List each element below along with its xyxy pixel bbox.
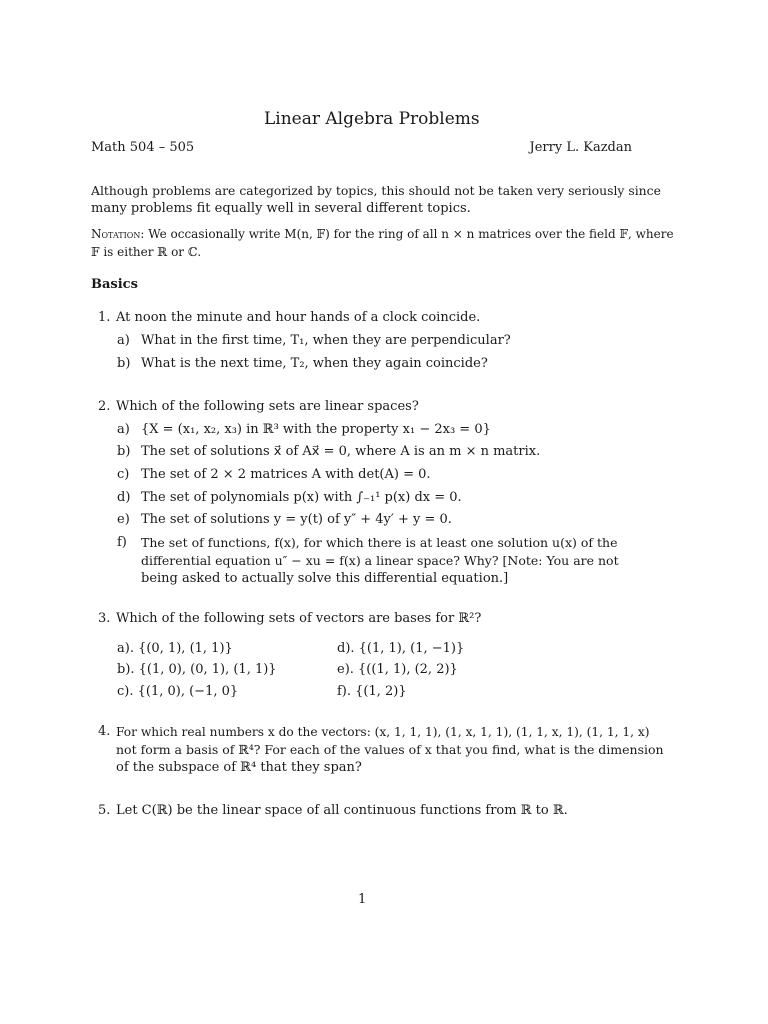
page-number: 1 <box>358 892 367 907</box>
problem-number: 1. <box>98 310 111 325</box>
problem-text: Which of the following sets are linear spaces? <box>116 399 419 414</box>
item-text: The set of 2 × 2 matrices A with det(A) = 0. <box>141 467 431 482</box>
problem-number: 2. <box>98 399 111 414</box>
item-text: The set of solutions x⃗ of Ax⃗ = 0, where A is an m × n matrix. <box>141 444 541 459</box>
basis-option: e). {((1, 1), (2, 2)} <box>337 662 458 677</box>
item-text: The set of functions, f(x), for which there is at least one solution u(x) of the <box>141 535 618 550</box>
item-label: f) <box>117 535 127 550</box>
problem-text: For which real numbers x do the vectors: (x, 1, 1, 1), (1, x, 1, 1), (1, 1, x, 1), (1, 1, 1, x) <box>116 725 650 739</box>
item-label: c) <box>117 467 130 482</box>
problem-text: of the subspace of ℝ⁴ that they span? <box>116 760 362 775</box>
author-name: Jerry L. Kazdan <box>529 140 632 155</box>
basis-option: d). {(1, 1), (1, −1)} <box>337 641 465 656</box>
problem-number: 5. <box>98 803 111 818</box>
basis-option: f). {(1, 2)} <box>337 684 407 699</box>
item-text: The set of solutions y = y(t) of y″ + 4y′ + y = 0. <box>141 512 452 527</box>
item-text: The set of polynomials p(x) with ∫₋₁¹ p(x) dx = 0. <box>141 490 462 505</box>
notation-paragraph <box>91 225 674 243</box>
problem-text: At noon the minute and hour hands of a clock coincide. <box>116 310 481 325</box>
item-text: What in the first time, T₁, when they are perpendicular? <box>141 333 511 348</box>
intro-paragraph-line: Although problems are categorized by topics, this should not be taken very seriously since <box>91 183 661 198</box>
problem-text: not form a basis of ℝ⁴? For each of the values of x that you find, what is the dimension <box>116 742 664 757</box>
basis-option: c). {(1, 0), (−1, 0} <box>117 684 239 699</box>
intro-paragraph-line: many problems fit equally well in several different topics. <box>91 201 471 216</box>
problem-text: Let C(ℝ) be the linear space of all continuous functions from ℝ to ℝ. <box>116 803 568 818</box>
notation-line: 𝔽 is either ℝ or ℂ. <box>91 245 202 259</box>
document-title: Linear Algebra Problems <box>264 109 480 129</box>
notation-label: Notation: <box>91 227 145 241</box>
problem-number: 4. <box>98 724 111 739</box>
basis-option: b). {(1, 0), (0, 1), (1, 1)} <box>117 662 277 677</box>
notation-text: We occasionally write M(n, 𝔽) for the ring of all n × n matrices over the field 𝔽, where <box>148 227 674 241</box>
course-label: Math 504 – 505 <box>91 140 195 155</box>
section-heading: Basics <box>91 277 138 292</box>
item-label: e) <box>117 512 130 527</box>
problem-text: Which of the following sets of vectors are bases for ℝ²? <box>116 611 482 626</box>
item-text: being asked to actually solve this differential equation.] <box>141 571 509 586</box>
item-label: a) <box>117 333 130 348</box>
item-label: d) <box>117 490 131 505</box>
item-label: b) <box>117 444 131 459</box>
basis-option: a). {(0, 1), (1, 1)} <box>117 641 233 656</box>
item-text: differential equation u″ − xu = f(x) a linear space? Why? [Note: You are not <box>141 553 619 568</box>
item-text: {X = (x₁, x₂, x₃) in ℝ³ with the property x₁ − 2x₃ = 0} <box>141 422 491 437</box>
item-label: b) <box>117 356 131 371</box>
item-label: a) <box>117 422 130 437</box>
item-text: What is the next time, T₂, when they again coincide? <box>141 356 488 371</box>
problem-number: 3. <box>98 611 111 626</box>
